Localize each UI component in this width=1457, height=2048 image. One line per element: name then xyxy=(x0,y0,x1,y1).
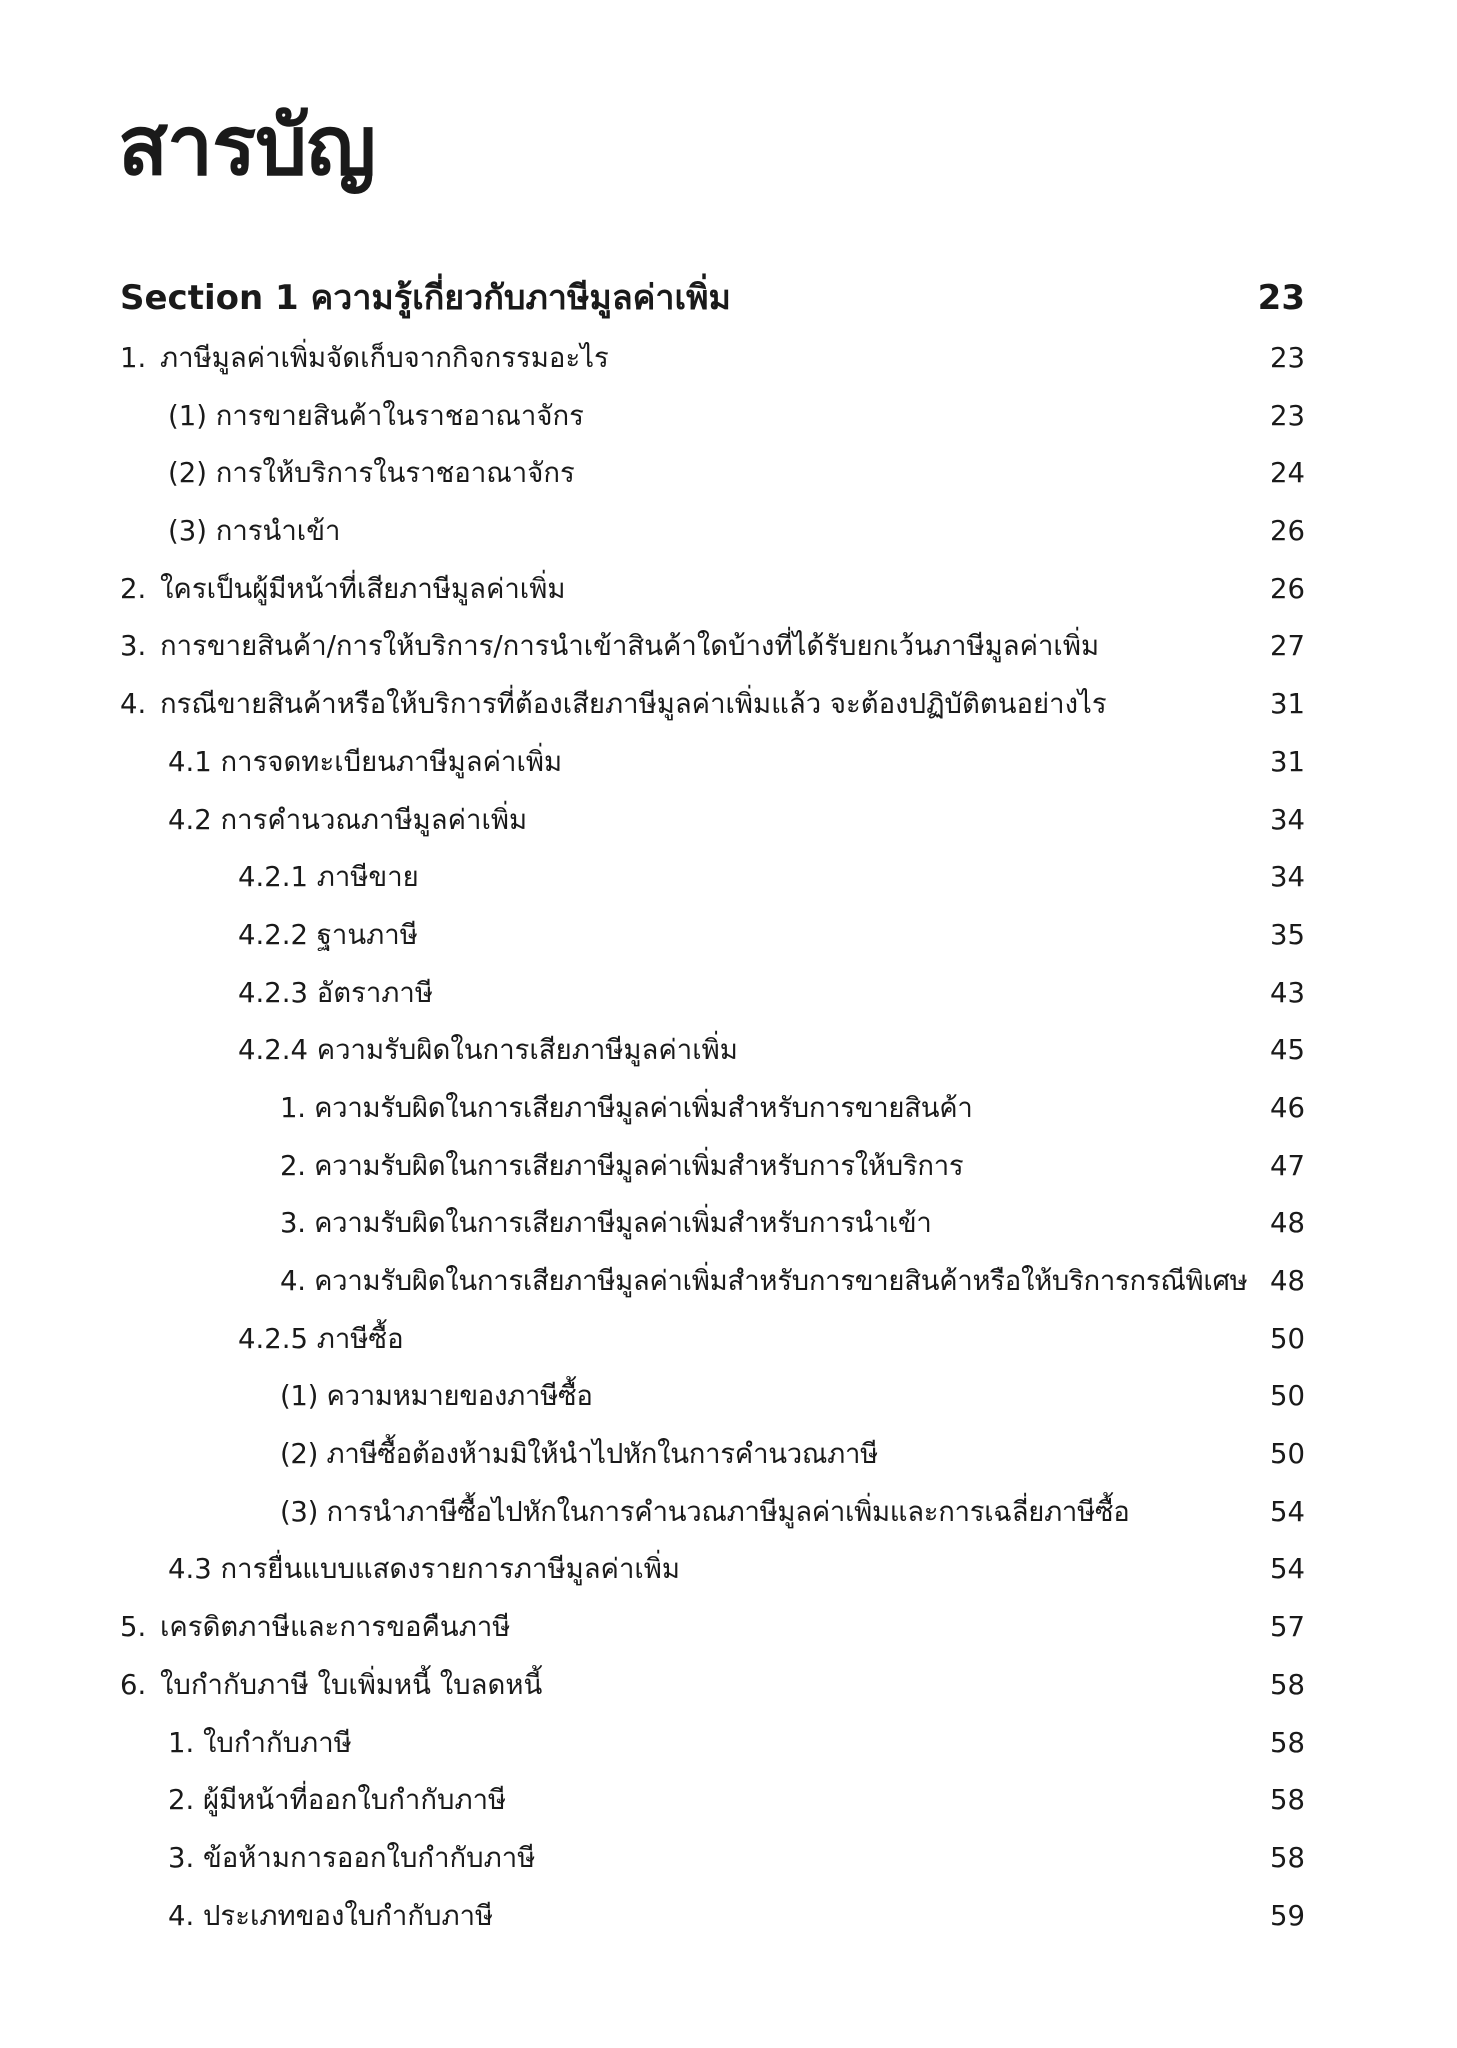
toc-entry-label xyxy=(238,1317,404,1361)
toc-entry-label xyxy=(168,1836,535,1880)
section-heading-label: Section 1 ความรู้เกี่ยวกับภาษีมูลค่าเพิ่ม xyxy=(120,278,731,318)
toc-entry-page: 24 xyxy=(1270,457,1305,490)
toc-entry-page: 45 xyxy=(1270,1034,1305,1067)
toc-entry[interactable] xyxy=(120,451,1305,509)
toc-entry-page: 27 xyxy=(1270,630,1305,663)
toc-entry-page: 57 xyxy=(1270,1611,1305,1644)
toc-entry-page: 34 xyxy=(1270,861,1305,894)
toc-entry-page: 58 xyxy=(1270,1784,1305,1817)
toc-entry-label xyxy=(280,1086,972,1130)
toc-entry-text: 2. ความรับผิดในการเสียภาษีมูลค่าเพิ่มสำหรับการให้บริการ xyxy=(280,1149,964,1182)
toc-entry-label xyxy=(168,394,584,438)
toc-entry[interactable] xyxy=(120,913,1305,971)
toc-entry-page: 47 xyxy=(1270,1149,1305,1182)
toc-section-heading[interactable] xyxy=(120,270,1305,336)
toc-entry-page: 46 xyxy=(1270,1091,1305,1124)
toc-entry[interactable] xyxy=(120,1317,1305,1375)
toc-entry-text: 3. ข้อห้ามการออกใบกำกับภาษี xyxy=(168,1841,536,1874)
toc-entry[interactable] xyxy=(120,1663,1305,1721)
toc-entry-text: ใครเป็นผู้มีหน้าที่เสียภาษีมูลค่าเพิ่ม xyxy=(160,572,566,605)
toc-entry-number: 4. xyxy=(120,688,147,721)
toc-entry-text: 4.2.4 ความรับผิดในการเสียภาษีมูลค่าเพิ่ม xyxy=(238,1034,738,1067)
toc-entry-label xyxy=(168,1547,680,1591)
page-title: สารบัญ xyxy=(118,99,376,194)
toc-entry-text: 4.1 การจดทะเบียนภาษีมูลค่าเพิ่ม xyxy=(168,745,563,778)
toc-entry-text: (1) การขายสินค้าในราชอาณาจักร xyxy=(168,399,584,432)
toc-entry-text: 4.2.2 ฐานภาษี xyxy=(238,918,418,951)
toc-entry[interactable] xyxy=(120,1547,1305,1605)
toc-entry-page: 23 xyxy=(1270,399,1305,432)
toc-entry[interactable] xyxy=(120,682,1305,740)
toc-entry-page: 26 xyxy=(1270,515,1305,548)
toc-entry-label xyxy=(280,1432,878,1476)
toc-entry-text: 4.2.1 ภาษีขาย xyxy=(238,861,419,894)
toc-entry[interactable] xyxy=(120,1144,1305,1202)
toc-entry[interactable] xyxy=(120,1432,1305,1490)
toc-entry-label xyxy=(238,1028,738,1072)
toc-entry-page: 58 xyxy=(1270,1668,1305,1701)
toc-entry-label xyxy=(120,624,1099,668)
toc-entry-label xyxy=(238,971,433,1015)
toc-entry[interactable] xyxy=(120,855,1305,913)
toc-entry-text: 4.2.3 อัตราภาษี xyxy=(238,976,433,1009)
toc-entry-text: 4.3 การยื่นแบบแสดงรายการภาษีมูลค่าเพิ่ม xyxy=(168,1553,681,1586)
toc-entry-label xyxy=(238,855,419,899)
toc-entry-text: 2. ผู้มีหน้าที่ออกใบกำกับภาษี xyxy=(168,1784,507,1817)
toc-entry[interactable] xyxy=(120,509,1305,567)
toc-entry-label xyxy=(168,509,340,553)
toc-entry-text: (2) การให้บริการในราชอาณาจักร xyxy=(168,457,575,490)
toc-entry-page: 48 xyxy=(1270,1207,1305,1240)
toc-entry-label xyxy=(168,1778,506,1822)
toc-entry-label xyxy=(280,1374,593,1418)
toc-entry-page: 50 xyxy=(1270,1438,1305,1471)
toc-entry-label xyxy=(120,1663,542,1707)
toc-entry-page: 23 xyxy=(1270,342,1305,374)
toc-entry-number: 1. xyxy=(120,342,147,374)
toc-entry-label xyxy=(280,1201,931,1245)
toc-entry-text: (2) ภาษีซื้อต้องห้ามมิให้นำไปหักในการคำนวณภาษี xyxy=(280,1438,878,1471)
toc-entry-text: 4.2.5 ภาษีซื้อ xyxy=(238,1322,404,1355)
toc-entry[interactable] xyxy=(120,1490,1305,1548)
toc-entry-page: 26 xyxy=(1270,572,1305,605)
toc-entry-label xyxy=(120,336,609,380)
toc-entry-label xyxy=(168,1894,493,1938)
toc-entry-number: 3. xyxy=(120,630,147,663)
toc-entry[interactable] xyxy=(120,394,1305,452)
toc-entry[interactable] xyxy=(120,336,1305,394)
toc-entry[interactable] xyxy=(120,798,1305,856)
toc-entry-text: (1) ความหมายของภาษีซื้อ xyxy=(280,1380,593,1413)
toc-entry-text: (3) การนำภาษีซื้อไปหักในการคำนวณภาษีมูลค่าเพิ่มและการเฉลี่ยภาษีซื้อ xyxy=(280,1495,1130,1528)
toc-entry-text: 4.2 การคำนวณภาษีมูลค่าเพิ่ม xyxy=(168,803,528,836)
toc-entry[interactable] xyxy=(120,740,1305,798)
toc-entry-text: การขายสินค้า/การให้บริการ/การนำเข้าสินค้าใดบ้างที่ได้รับยกเว้นภาษีมูลค่าเพิ่ม xyxy=(160,630,1100,663)
table-of-contents xyxy=(120,270,1305,1951)
toc-entry-label xyxy=(120,1605,510,1649)
toc-entry[interactable] xyxy=(120,1028,1305,1086)
toc-entry-page: 31 xyxy=(1270,688,1305,721)
toc-entry-text: 3. ความรับผิดในการเสียภาษีมูลค่าเพิ่มสำหรับการนำเข้า xyxy=(280,1207,932,1240)
toc-entry[interactable] xyxy=(120,1605,1305,1663)
toc-entry-text: กรณีขายสินค้าหรือให้บริการที่ต้องเสียภาษีมูลค่าเพิ่มแล้ว จะต้องปฏิบัติตนอย่างไร xyxy=(160,688,1107,721)
toc-entry[interactable] xyxy=(120,1374,1305,1432)
section-heading-page: 23 xyxy=(1257,278,1305,318)
toc-entry-label xyxy=(168,451,575,495)
toc-entry-label xyxy=(280,1144,963,1188)
toc-entry-text: ภาษีมูลค่าเพิ่มจัดเก็บจากกิจกรรมอะไร xyxy=(160,342,609,374)
toc-entry-label xyxy=(168,798,527,842)
toc-entry[interactable] xyxy=(120,1778,1305,1836)
toc-entry-label xyxy=(120,682,1107,726)
toc-entry-text: 1. ความรับผิดในการเสียภาษีมูลค่าเพิ่มสำหรับการขายสินค้า xyxy=(280,1091,973,1124)
toc-entry-text: ใบกำกับภาษี ใบเพิ่มหนี้ ใบลดหนี้ xyxy=(160,1668,543,1701)
toc-entry-page: 50 xyxy=(1270,1322,1305,1355)
toc-entry-page: 59 xyxy=(1270,1899,1305,1932)
toc-entry-page: 54 xyxy=(1270,1553,1305,1586)
toc-entry[interactable] xyxy=(120,567,1305,625)
toc-entry[interactable] xyxy=(120,1201,1305,1259)
toc-entry-label xyxy=(120,567,565,611)
toc-entry-page: 31 xyxy=(1270,745,1305,778)
toc-entry-label xyxy=(238,913,418,957)
toc-entry-text: (3) การนำเข้า xyxy=(168,515,341,548)
toc-entry-page: 34 xyxy=(1270,803,1305,836)
toc-entry-page: 54 xyxy=(1270,1495,1305,1528)
toc-entry-page: 35 xyxy=(1270,918,1305,951)
toc-entry-page: 43 xyxy=(1270,976,1305,1009)
toc-entry-label xyxy=(168,740,562,784)
toc-entry[interactable] xyxy=(120,971,1305,1029)
toc-entry-text: 4. ประเภทของใบกำกับภาษี xyxy=(168,1899,494,1932)
toc-entry[interactable] xyxy=(120,1721,1305,1779)
toc-entry[interactable] xyxy=(120,1894,1305,1952)
toc-entry-page: 50 xyxy=(1270,1380,1305,1413)
toc-entry-text: เครดิตภาษีและการขอคืนภาษี xyxy=(160,1611,511,1644)
toc-entry[interactable] xyxy=(120,1836,1305,1894)
toc-entry-page: 48 xyxy=(1270,1265,1305,1297)
toc-entry-number: 2. xyxy=(120,572,147,605)
toc-entry-page: 58 xyxy=(1270,1841,1305,1874)
toc-entry-label xyxy=(168,1721,352,1765)
toc-entry[interactable] xyxy=(120,1086,1305,1144)
toc-entry-text: 4. ความรับผิดในการเสียภาษีมูลค่าเพิ่มสำหรับการขายสินค้าหรือให้บริการกรณีพิเศษ xyxy=(280,1265,1248,1297)
toc-entry-number: 6. xyxy=(120,1668,147,1701)
toc-entry-label xyxy=(280,1490,1129,1534)
toc-entry-text: 1. ใบกำกับภาษี xyxy=(168,1726,352,1759)
toc-entry-label xyxy=(280,1259,1247,1303)
toc-entry[interactable] xyxy=(120,624,1305,682)
toc-entry-page: 58 xyxy=(1270,1726,1305,1759)
toc-entry-number: 5. xyxy=(120,1611,147,1644)
toc-entry[interactable] xyxy=(120,1259,1305,1317)
